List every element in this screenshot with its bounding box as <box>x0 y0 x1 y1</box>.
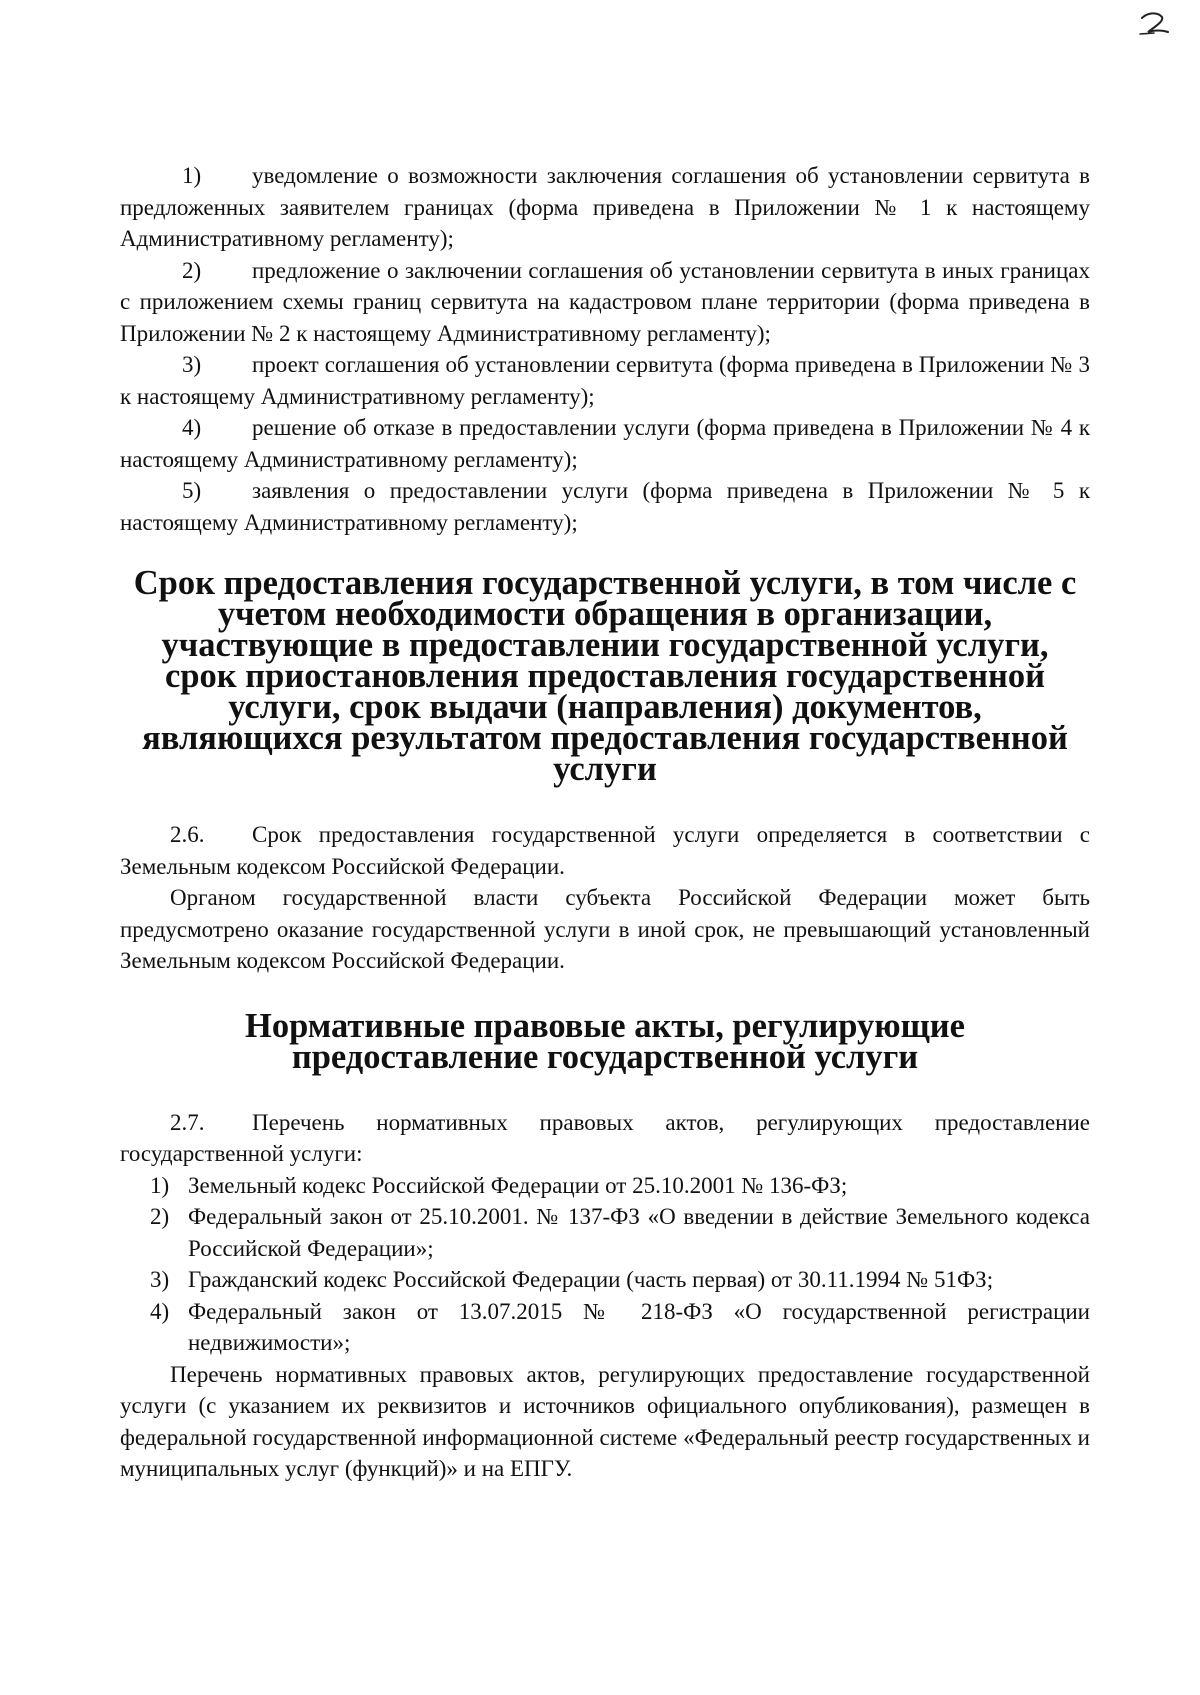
acts-list-item <box>120 1296 1090 1359</box>
acts-list <box>120 1170 1090 1359</box>
clause-text: Перечень нормативных правовых актов, регулирующих предоставление государственной услуги: <box>120 1109 1090 1166</box>
item-text: Земельный кодекс Российской Федерации от 25.10.2001 № 136-ФЗ; <box>188 1172 848 1198</box>
handwritten-page-number-mark <box>1136 8 1172 40</box>
results-list <box>120 160 1090 538</box>
item-text: Федеральный закон от 25.10.2001. № 137-ФЗ «О введении в действие Земельного кодекса Российской Федерации»; <box>188 1204 1090 1261</box>
item-number: 5) <box>182 478 202 503</box>
item-number: 3) <box>182 352 202 377</box>
item-text: уведомление о возможности заключения соглашения об установлении сервитута в предложенных заявителем границах (форма приведена в Приложении № 1 к настоящему Административному регламенту); <box>120 163 1090 251</box>
results-list-item <box>120 475 1090 538</box>
results-list-item <box>120 255 1090 350</box>
paragraph: Органом государственной власти субъекта Российской Федерации может быть предусмотрено оказание государственной услуги в иной срок, не превышающий установленный Земельным кодексом Российской Федерации. <box>120 885 1090 973</box>
results-list-item <box>120 349 1090 412</box>
document-page <box>120 160 1090 1485</box>
results-list-item <box>120 160 1090 255</box>
item-text: Федеральный закон от 13.07.2015 № 218-ФЗ «О государственной регистрации недвижимости»; <box>188 1298 1090 1355</box>
item-number: 2) <box>150 1204 170 1229</box>
item-text: заявления о предоставлении услуги (форма приведена в Приложении № 5 к настоящему Административному регламенту); <box>120 478 1090 535</box>
item-text: Гражданский кодекс Российской Федерации (часть первая) от 30.11.1994 № 51ФЗ; <box>188 1267 994 1292</box>
item-number: 2) <box>182 257 202 283</box>
item-number: 4) <box>182 415 202 440</box>
item-number: 1) <box>150 1172 170 1198</box>
clause-2-6 <box>120 819 1090 882</box>
item-number: 1) <box>182 163 202 188</box>
clause-number: 2.7. <box>170 1109 205 1135</box>
item-text: предложение о заключении соглашения об установлении сервитута в иных границах с приложением схемы границ сервитута на кадастровом плане территории (форма приведена в Приложении № 2 к настоящему Административному регламенту); <box>120 257 1090 346</box>
clause-number: 2.6. <box>170 822 205 847</box>
item-number: 3) <box>150 1267 170 1292</box>
item-number: 4) <box>150 1298 170 1324</box>
item-text: решение об отказе в предоставлении услуги (форма приведена в Приложении № 4 к настоящему Административному регламенту); <box>120 415 1090 472</box>
acts-list-item <box>120 1201 1090 1264</box>
acts-list-item <box>120 1264 1090 1296</box>
section-heading-acts: Нормативные правовые акты, регулирующие предоставление государственной услуги <box>245 1006 965 1076</box>
clause-text: Срок предоставления государственной услуги определяется в соответствии с Земельным кодексом Российской Федерации. <box>120 822 1090 879</box>
clause-2-7 <box>120 1107 1090 1170</box>
results-list-item <box>120 412 1090 475</box>
section-heading-term: Срок предоставления государственной услуги, в том числе с учетом необходимости обращения в организации, участвующие в предоставлении государственной услуги, срок приостановления предоставления государственной услуги, срок выдачи (направления) документов, являющихся результатом предоставления государственной услуги <box>133 564 1077 788</box>
item-text: проект соглашения об установлении сервитута (форма приведена в Приложении № 3 к настоящему Административному регламенту); <box>120 352 1090 409</box>
closing-paragraph: Перечень нормативных правовых актов, регулирующих предоставление государственной услуги (с указанием их реквизитов и источников официального опубликования), размещен в федеральной государственной информационной системе «Федеральный реестр государственных и муниципальных услуг (функций)» и на ЕПГУ. <box>120 1361 1090 1481</box>
acts-list-item <box>120 1170 1090 1202</box>
